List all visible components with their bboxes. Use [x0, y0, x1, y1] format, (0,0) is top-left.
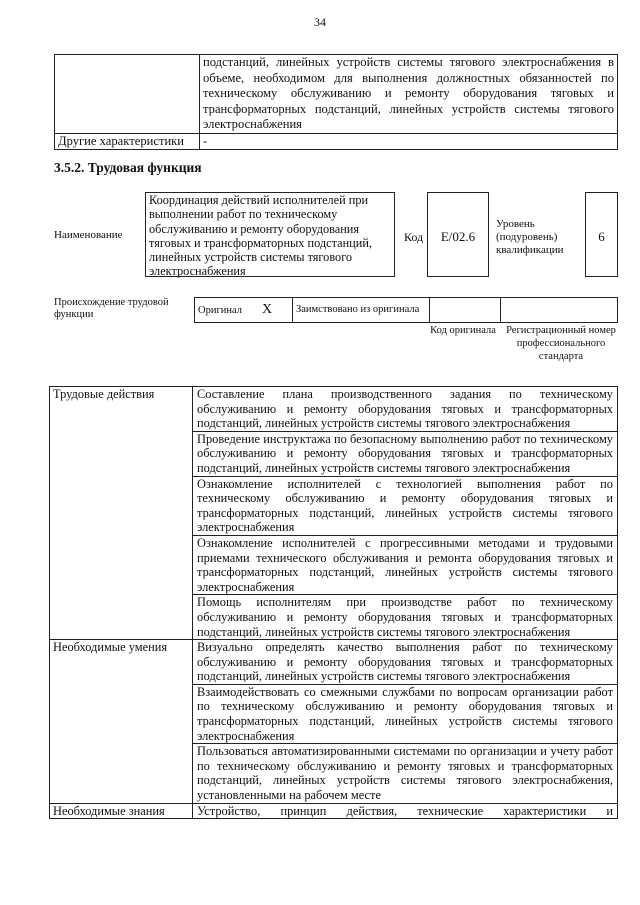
reg-number-caption: Регистрационный номер профессионального стандарта	[506, 325, 616, 362]
other-characteristics-value: -	[200, 133, 618, 150]
section-heading: Трудовые действия	[50, 387, 193, 640]
labor-action: Ознакомление исполнителей с прогрессивными методами и трудовыми приемами технического обслуживания и ремонта оборудования тяговых и трансформаторных подстанций, линейных устройств системы тягового электроснабжения	[193, 535, 618, 594]
table-row	[50, 803, 618, 819]
labor-action: Ознакомление исполнителей с технологией выполнения работ по техническому обслуживанию и ремонту оборудования тяговых и трансформаторных подстанций, линейных устройств системы тягового электроснабжения	[193, 476, 618, 535]
other-characteristics-label: Другие характеристики	[55, 133, 200, 150]
code-original-caption: Код оригинала	[430, 325, 496, 336]
table-row	[195, 298, 618, 323]
page-number: 34	[314, 15, 326, 29]
section-heading: Необходимые умения	[50, 640, 193, 804]
required-knowledge: Устройство, принцип действия, технические характеристики и	[193, 803, 618, 819]
labor-action: Составление плана производственного задания по техническому обслуживанию и ремонту оборудования тяговых и трансформаторных подстанций, линейных устройств системы тягового электроснабжения	[193, 387, 618, 432]
original-cell	[195, 298, 293, 323]
origin-label: Происхождение трудовой функции	[54, 297, 169, 320]
code-value: E/02.6	[427, 192, 489, 277]
labor-action: Помощь исполнителям при производстве работ по техническому обслуживанию и ремонту оборудования тяговых и трансформаторных подстанций, линейных устройств системы тягового электроснабжения	[193, 595, 618, 640]
labor-function-table	[49, 386, 618, 819]
table-row	[50, 640, 618, 685]
borrowed-label: Заимствовано из оригинала	[293, 298, 430, 323]
origin-table	[194, 297, 618, 323]
qualification-level-label: Уровень (подуровень) квалификации	[496, 218, 564, 256]
qualification-level-value: 6	[585, 192, 618, 277]
section-heading: Необходимые знания	[50, 803, 193, 819]
labor-action: Проведение инструктажа по безопасному выполнению работ по техническому обслуживанию и ремонту оборудования тяговых и трансформаторных подстанций, линейных устройств системы тягового электроснабжения	[193, 431, 618, 476]
code-original-cell	[430, 298, 501, 323]
empty-cell	[55, 55, 200, 134]
function-name: Координация действий исполнителей при выполнении работ по техническому обслуживанию и ремонту оборудования тяговых и трансформаторных подстанций, линейных устройств системы тягового электроснабжения	[145, 192, 395, 277]
required-skill: Пользоваться автоматизированными системами по организации и учету работ по техническому обслуживанию и ремонту тяговых и трансформаторных подстанций, линейных устройств системы тягового электроснабжения, установленными на рабочем месте	[193, 744, 618, 803]
section-title: 3.5.2. Трудовая функция	[54, 160, 202, 175]
reg-number-cell	[501, 298, 618, 323]
required-skill: Визуально определять качество выполнения работ по техническому обслуживанию и ремонту оборудования тяговых и трансформаторных подстанций, линейных устройств системы тягового электроснабжения	[193, 640, 618, 685]
continued-text: подстанций, линейных устройств системы тягового электроснабжения в объеме, необходимом для выполнения должностных обязанностей по техническому обслуживанию и ремонту оборудования тяговых и трансформаторных подстанций, линейных устройств системы тягового электроснабжения	[200, 55, 618, 134]
table-row	[50, 387, 618, 432]
original-label: Оригинал	[198, 304, 242, 316]
table-row	[55, 133, 618, 150]
table-row	[55, 55, 618, 134]
code-label: Код	[404, 230, 424, 244]
original-mark: X	[262, 301, 273, 317]
name-label: Наименование	[54, 229, 123, 241]
required-skill: Взаимодействовать со смежными службами по вопросам организации работ по техническому обслуживанию и ремонту оборудования тяговых и трансформаторных подстанций, линейных устройств системы тягового электроснабжения	[193, 684, 618, 743]
characteristics-table	[54, 54, 618, 150]
